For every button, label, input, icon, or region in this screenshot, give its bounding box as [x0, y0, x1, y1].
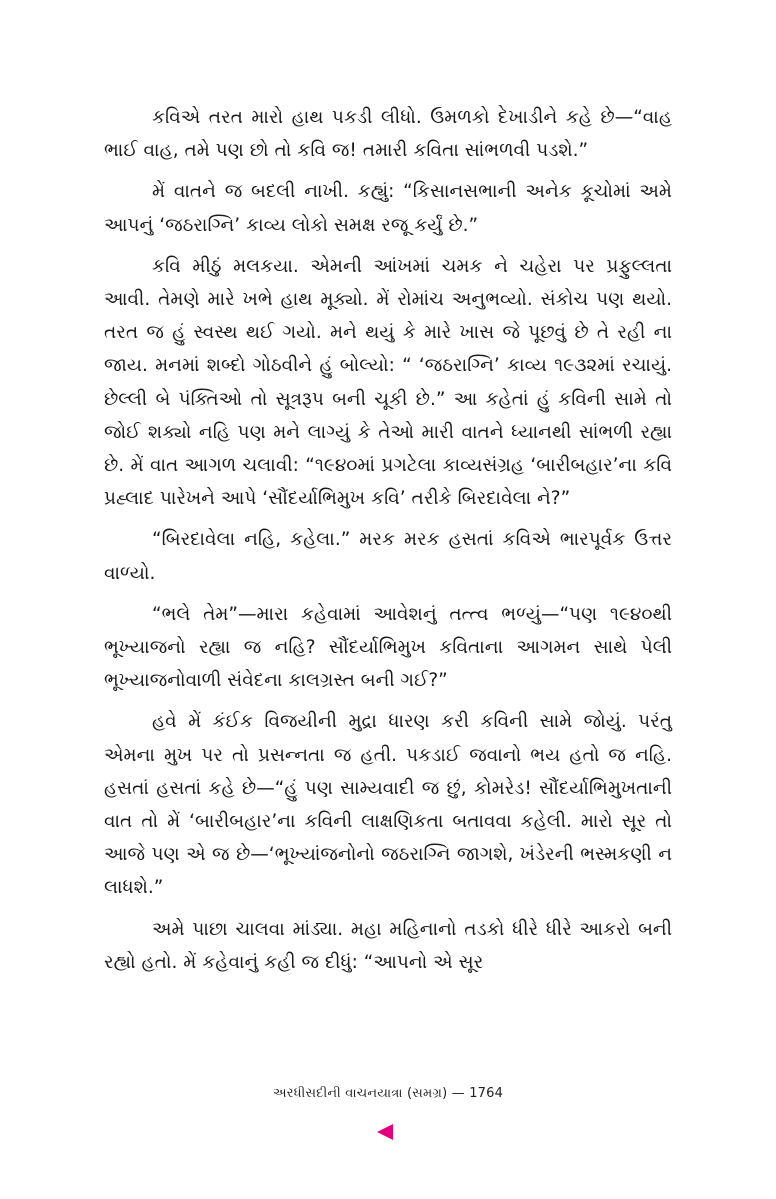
paragraph: કવિ મીઠું મલકયા. એમની આંખમાં ચમક ને ચહેરા પર પ્રફુલ્લતા આવી. તેમણે મારે ખભે હાથ મૂક્યો. મેં રોમાંચ અનુભવ્યો. સંકોચ પણ થયો. તરત જ હું સ્વસ્થ થઈ ગયો. મને થયું કે મારે ખાસ જે પૂછવું છે તે રહી ના જાય. મનમાં શબ્દો ગોઠવીને હું બોલ્યો: “ ‘જઠરાગ્નિ’ કાવ્ય ૧૯૩૨માં રચાયું. છેલ્લી બે પંક્તિઓ તો સૂત્રરૂપ બની ચૂકી છે.” આ કહેતાં હું કવિની સામે તો જોઈ શક્યો નહિ પણ મને લાગ્યું કે તેઓ મારી વાતને ધ્યાનથી સાંભળી રહ્યા છે. મેં વાત આગળ ચલાવી: “૧૯૪૦માં પ્રગટેલા કાવ્યસંગ્રહ ‘બારીબહાર’ના કવિ પ્રહ્લાદ પારેખને આપે ‘સૌંદર્યાભિમુખ કવિ’ તરીકે બિરદાવેલા ને?”	[104, 255, 672, 510]
paragraph: અમે પાછા ચાલવા માંડ્યા. મહા મહિનાનો તડકો ધીરે ધીરે આકરો બની રહ્યો હતો. મેં કહેવાનું કહી જ દીધું: “આપનો એ સૂર	[104, 918, 672, 973]
page-body	[104, 101, 672, 979]
paragraph: કવિએ તરત મારો હાથ પકડી લીધો. ઉમળકો દેખાડીને કહે છે—“વાહ ભાઈ વાહ, તમે પણ છો તો કવિ જ! તમારી કવિતા સાંભળવી પડશે.”	[104, 107, 672, 162]
page-footer: અરધીસદીની વાચનયાત્રા (સમગ્ર) — 1764	[272, 1086, 504, 1101]
triangle-left-icon[interactable]	[377, 1124, 393, 1140]
paragraph: મેં વાતને જ બદલી નાખી. કહ્યું: “કિસાનસભાની અનેક કૂચોમાં અમે આપનું ‘જઠરાગ્નિ’ કાવ્ય લોકો સમક્ષ રજૂ કર્યું છે.”	[104, 181, 672, 236]
paragraph: હવે મેં કંઈક વિજયીની મુદ્રા ધારણ કરી કવિની સામે જોયું. પરંતુ એમના મુખ પર તો પ્રસન્નતા જ હતી. પકડાઈ જવાનો ભય હતો જ નહિ. હસતાં હસતાં કહે છે—“હું પણ સામ્યવાદી જ છું, કોમરેડ! સૌંદર્યાભિમુખતાની વાત તો મેં ‘બારીબહાર’ના કવિની લાક્ષણિકતા બતાવવા કહેલી. મારો સૂર તો આજે પણ એ જ છે—‘ભૂખ્યાંજનોનો જઠરાગ્નિ જાગશે, ખંડેરની ભસ્મકણી ન લાધશે.”	[104, 711, 672, 899]
paragraph: “ભલે તેમ”—મારા કહેવામાં આવેશનું તત્ત્વ ભળ્યું—“પણ ૧૯૪૦થી ભૂખ્યાજનો રહ્યા જ નહિ? સૌંદર્યાભિમુખ કવિતાના આગમન સાથે પેલી ભૂખ્યાજનોવાળી સંવેદના કાલગ્રસ્ત બની ગઈ?”	[104, 603, 672, 692]
paragraph: “બિરદાવેલા નહિ, કહેલા.” મરક મરક હસતાં કવિએ ભારપૂર્વક ઉત્તર વાળ્યો.	[104, 529, 672, 584]
